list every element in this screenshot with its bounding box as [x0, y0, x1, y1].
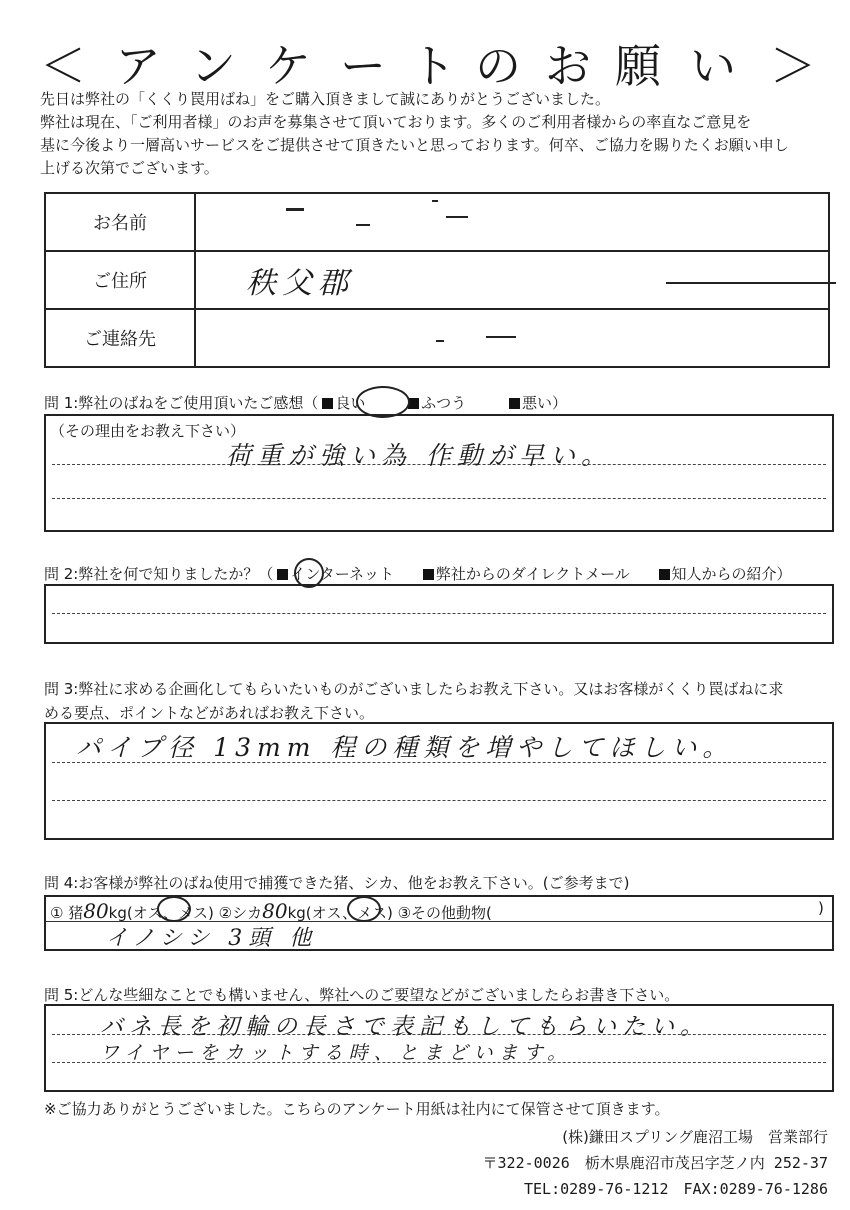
- address-field[interactable]: [195, 251, 829, 309]
- q2-answer-box[interactable]: [44, 584, 834, 644]
- intro-line: 先日は弊社の「くくり罠用ばね」をご購入頂きまして誠にありがとうございました。: [40, 90, 611, 108]
- q5-answer-line1: バネ長を初輪の長さで表記もしてもらいたい。: [100, 1014, 709, 1040]
- q2-opt-dm: 弊社からのダイレクトメール: [435, 565, 630, 583]
- q1-answer: 荷重が強い為 作動が早い。: [226, 441, 612, 470]
- address-handwriting: 秩父郡: [246, 266, 354, 301]
- q1-label: 問 1:弊社のばねをご使用頂いたご感想（: [44, 394, 319, 412]
- intro-line: 上げる次第でございます。: [40, 159, 219, 177]
- title-char: ト: [410, 39, 456, 93]
- contact-label: ご連絡先: [45, 309, 195, 367]
- q5-question: 問 5:どんな些細なことでも構いません、弊社へのご要望などがございましたらお書き下さい。: [44, 986, 680, 1004]
- checkbox-intro[interactable]: [659, 569, 670, 580]
- title-char: ー: [340, 39, 386, 93]
- footer-phone: TEL:0289-76-1212 FAX:0289-76-1286: [524, 1180, 828, 1198]
- intro-text: [40, 88, 840, 180]
- q4-item-other-close: ): [818, 899, 824, 917]
- selection-circle: [157, 896, 191, 922]
- q3-line1: 問 3:弊社に求める企画化してもらいたいものがございましたらお教え下さい。又はお客様がくくり罠ばねに求: [44, 680, 784, 698]
- title-char: お: [545, 39, 591, 93]
- q3-line2: める要点、ポイントなどがあればお教え下さい。: [44, 704, 375, 722]
- contact-field[interactable]: [195, 309, 829, 367]
- q3-answer-box[interactable]: [44, 722, 834, 840]
- q3-answer: パイプ径 13mm 程の種類を増やしてほしい。: [76, 733, 734, 762]
- checkbox-dm[interactable]: [423, 569, 434, 580]
- q4-boar-unit: kg(オス、メス): [108, 904, 214, 922]
- q4-item-other: ③その他動物(: [397, 904, 492, 922]
- title-char: の: [475, 39, 521, 93]
- q4-answer: イノシシ 3頭 他: [106, 926, 318, 951]
- q2-question: [44, 563, 792, 584]
- page-title: [0, 20, 850, 93]
- q1-opt-normal: ふつう: [421, 394, 467, 412]
- q1-answer-box[interactable]: [44, 414, 834, 532]
- q5-answer-line2: ワイヤーをカットする時、とまどいます。: [100, 1042, 573, 1064]
- title-char: い: [690, 39, 736, 93]
- name-label: お名前: [45, 193, 195, 251]
- q2-opt-internet: インターネット: [290, 565, 395, 583]
- checkbox-internet[interactable]: [277, 569, 288, 580]
- title-open-bracket: ＜: [40, 39, 86, 93]
- selection-circle: [347, 896, 381, 922]
- title-char: ケ: [265, 39, 311, 93]
- footer-company: (株)鎌田スプリング鹿沼工場 営業部行: [562, 1128, 828, 1146]
- intro-line: 基に今後より一層高いサービスをご提供させて頂きたいと思っております。何卒、ご協力を賜りたくお願い申し: [40, 136, 789, 154]
- q1-reason-label: （その理由をお教え下さい）: [50, 422, 246, 440]
- footer-thanks: ※ご協力ありがとうございました。こちらのアンケート用紙は社内にて保管させて頂きます。: [44, 1100, 670, 1118]
- title-char: ン: [190, 39, 236, 93]
- title-close-bracket: ＞: [770, 39, 816, 93]
- q1-question: [44, 392, 567, 413]
- title-char: 願: [615, 39, 661, 93]
- title-char: ア: [115, 39, 161, 93]
- checkbox-good[interactable]: [322, 398, 333, 409]
- name-field[interactable]: [195, 193, 829, 251]
- q4-item-deer: ②シカ: [218, 904, 263, 922]
- q1-opt-bad: 悪い）: [521, 394, 567, 412]
- contact-info-table: [44, 192, 830, 368]
- q4-deer-unit: kg(オス、メス): [287, 904, 393, 922]
- footer-address: 〒322-0026 栃木県鹿沼市茂呂字芝ノ内 252-37: [482, 1154, 828, 1172]
- q4-boar-weight: 80: [83, 899, 109, 923]
- address-label: ご住所: [45, 251, 195, 309]
- q4-question: 問 4:お客様が弊社のばね使用で捕獲できた猪、シカ、他をお教え下さい。(ご参考まで): [44, 874, 630, 892]
- q4-item-boar: ① 猪: [50, 904, 84, 922]
- q1-opt-good: 良い: [335, 394, 366, 412]
- q4-deer-weight: 80: [262, 899, 288, 923]
- checkbox-bad[interactable]: [509, 398, 520, 409]
- q2-opt-intro: 知人からの紹介）: [671, 565, 792, 583]
- q5-answer-box[interactable]: [44, 1004, 834, 1092]
- intro-line: 弊社は現在、「ご利用者様」のお声を募集させて頂いております。多くのご利用者様からの率直なご意見を: [40, 113, 752, 131]
- q2-label: 問 2:弊社を何で知りましたか？（: [44, 565, 274, 583]
